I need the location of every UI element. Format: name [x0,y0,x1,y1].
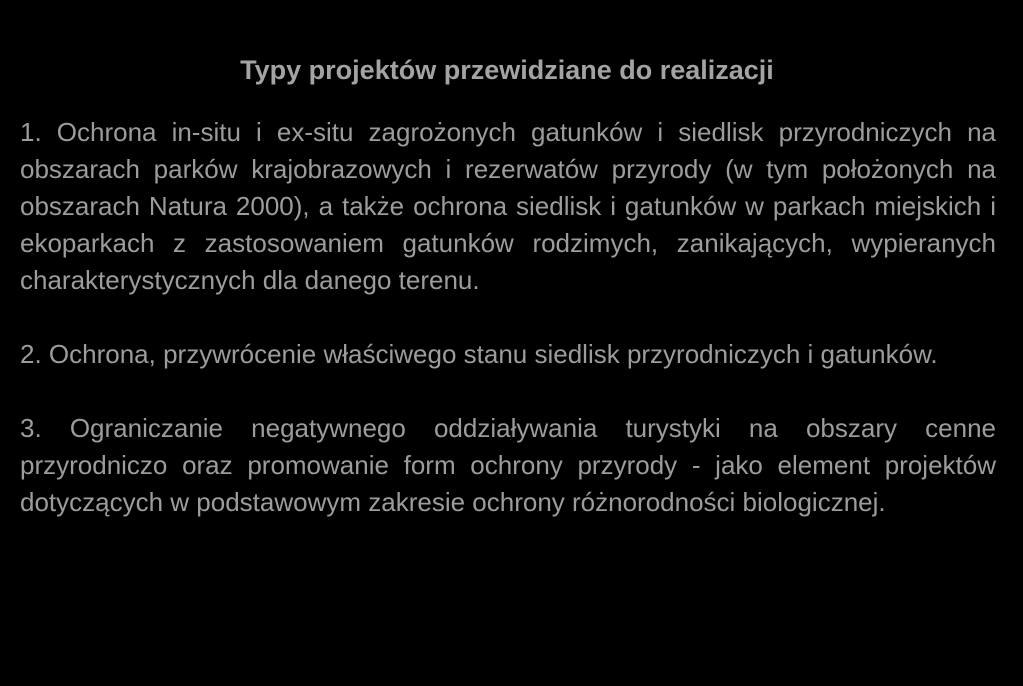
slide-body [20,114,996,521]
slide-title: Typy projektów przewidziane do realizacji [240,55,774,85]
list-item: 2. Ochrona, przywrócenie właściwego stanu siedlisk przyrodniczych i gatunków. [20,339,938,369]
list-item: 1. Ochrona in-situ i ex-situ zagrożonych gatunków i siedlisk przyrodniczych na obszarach parków krajobrazowych i rezerwatów przyrody (w tym położonych na obszarach Natura 2000), a także ochrona siedlisk i gatunków w parkach miejskich i ekoparkach z zastosowaniem gatunków rodzimych, zanikających, wypieranych charakterystycznych dla danego terenu. [20,117,996,295]
list-item: 3. Ograniczanie negatywnego oddziaływania turystyki na obszary cenne przyrodniczo oraz promowanie form ochrony przyrody - jako element projektów dotyczących w podstawowym zakresie ochrony różnorodności biologicznej. [20,413,996,517]
